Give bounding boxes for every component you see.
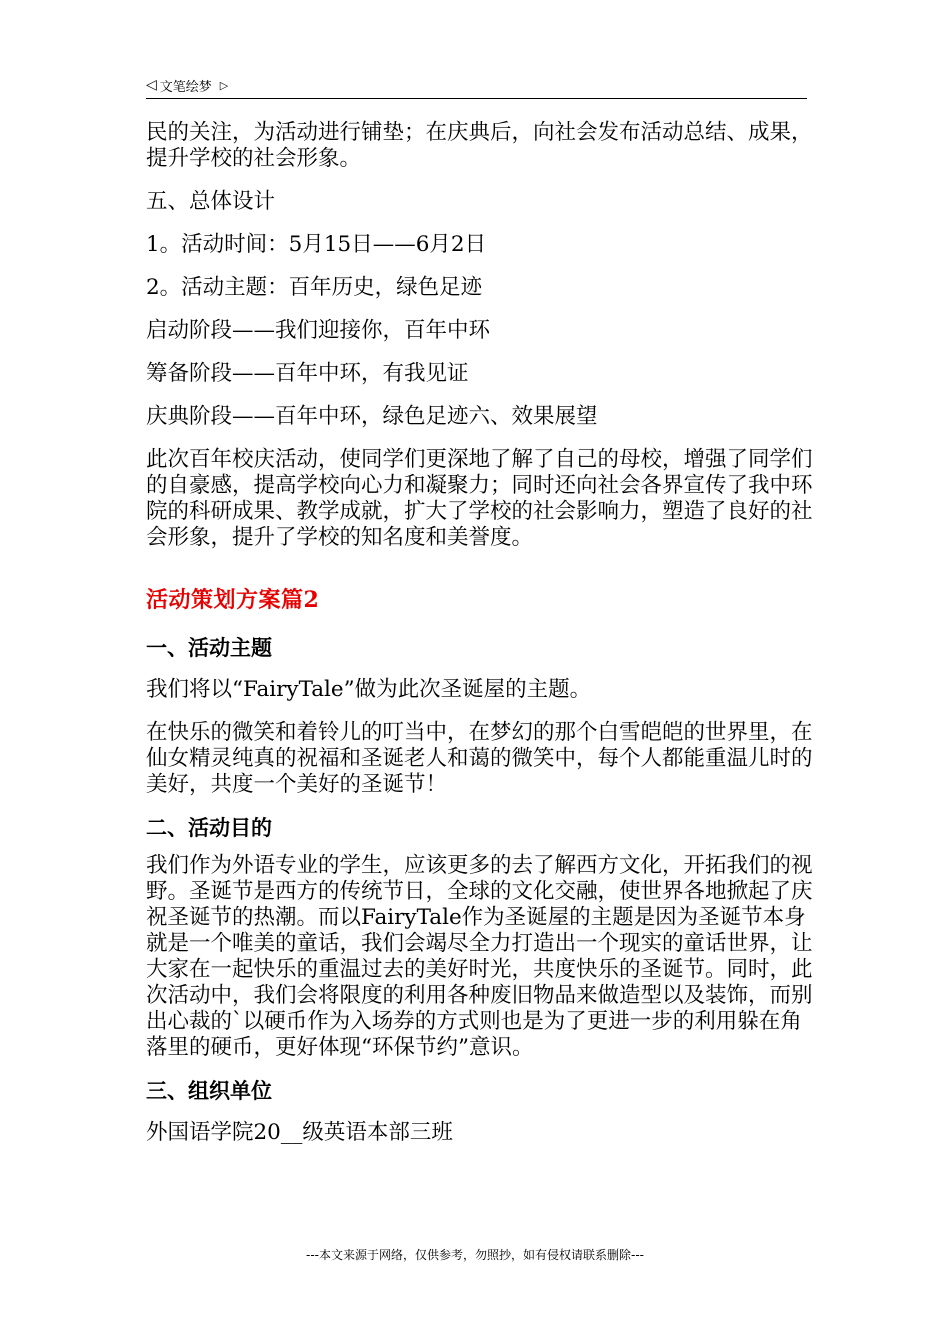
stage-launch: 启动阶段——我们迎接你，百年中环 [146,318,491,343]
plan-2-title: 活动策划方案篇2 [146,587,320,613]
right-triangle-icon: ▷ [219,78,229,92]
paragraph-purpose: 我们作为外语专业的学生，应该更多的去了解西方文化，开拓我们的视野。圣诞节是西方的传统节日，全球的文化交融，使世界各地掀起了庆祝圣诞节的热潮。而以FairyTale作为圣诞屋的主题是因为圣诞节本身就是一个唯美的童话，我们会竭尽全力打造出一个现实的童话世界，让大家在一起快乐的重温过去的美好时光，共度快乐的圣诞节。同时，此次活动中，我们会将限度的利用各种废旧物品来做造型以及装饰，而别出心裁的`以硬币作为入场券的方式则也是为了更进一步的利用躲在角落里的硬币，更好体现“环保节约”意识。 [146,853,813,1060]
paragraph-theme-1: 我们将以“FairyTale”做为此次圣诞屋的主题。 [146,677,592,702]
paragraph-organizer: 外国语学院20__级英语本部三班 [146,1120,453,1145]
activity-theme: 2。活动主题：百年历史，绿色足迹 [146,275,483,300]
page-footer: ---本文来源于网络，仅供参考，勿照抄，如有侵权请联系删除--- [306,1248,644,1262]
paragraph-theme-2: 在快乐的微笑和着铃儿的叮当中，在梦幻的那个白雪皑皑的世界里，在仙女精灵纯真的祝福和圣诞老人和蔼的微笑中，每个人都能重温儿时的美好，共度一个美好的圣诞节！ [146,720,813,797]
heading-activity-purpose: 二、活动目的 [146,816,272,840]
header-brand: 文笔绘梦 [159,79,212,95]
activity-time: 1。活动时间：5月15日——6月2日 [146,232,487,257]
paragraph-intro: 民的关注，为活动进行铺垫；在庆典后，向社会发布活动总结、成果，提升学校的社会形象。 [146,120,813,171]
paragraph-effect: 此次百年校庆活动，使同学们更深地了解了自己的母校，增强了同学们的自豪感，提高学校向心力和凝聚力；同时还向社会各界宣传了我中环院的科研成果、教学成就，扩大了学校的社会影响力，塑造了良好的社会形象，提升了学校的知名度和美誉度。 [146,447,813,550]
page-header [146,72,807,99]
section-5-heading: 五、总体设计 [146,189,276,214]
stage-celebrate: 庆典阶段——百年中环，绿色足迹六、效果展望 [146,404,598,429]
stage-prepare: 筹备阶段——百年中环，有我见证 [146,361,469,386]
document-body [146,120,814,1146]
heading-organizer: 三、组织单位 [146,1079,272,1103]
left-triangle-icon: ◁ [146,77,157,93]
heading-activity-theme: 一、活动主题 [146,636,272,660]
